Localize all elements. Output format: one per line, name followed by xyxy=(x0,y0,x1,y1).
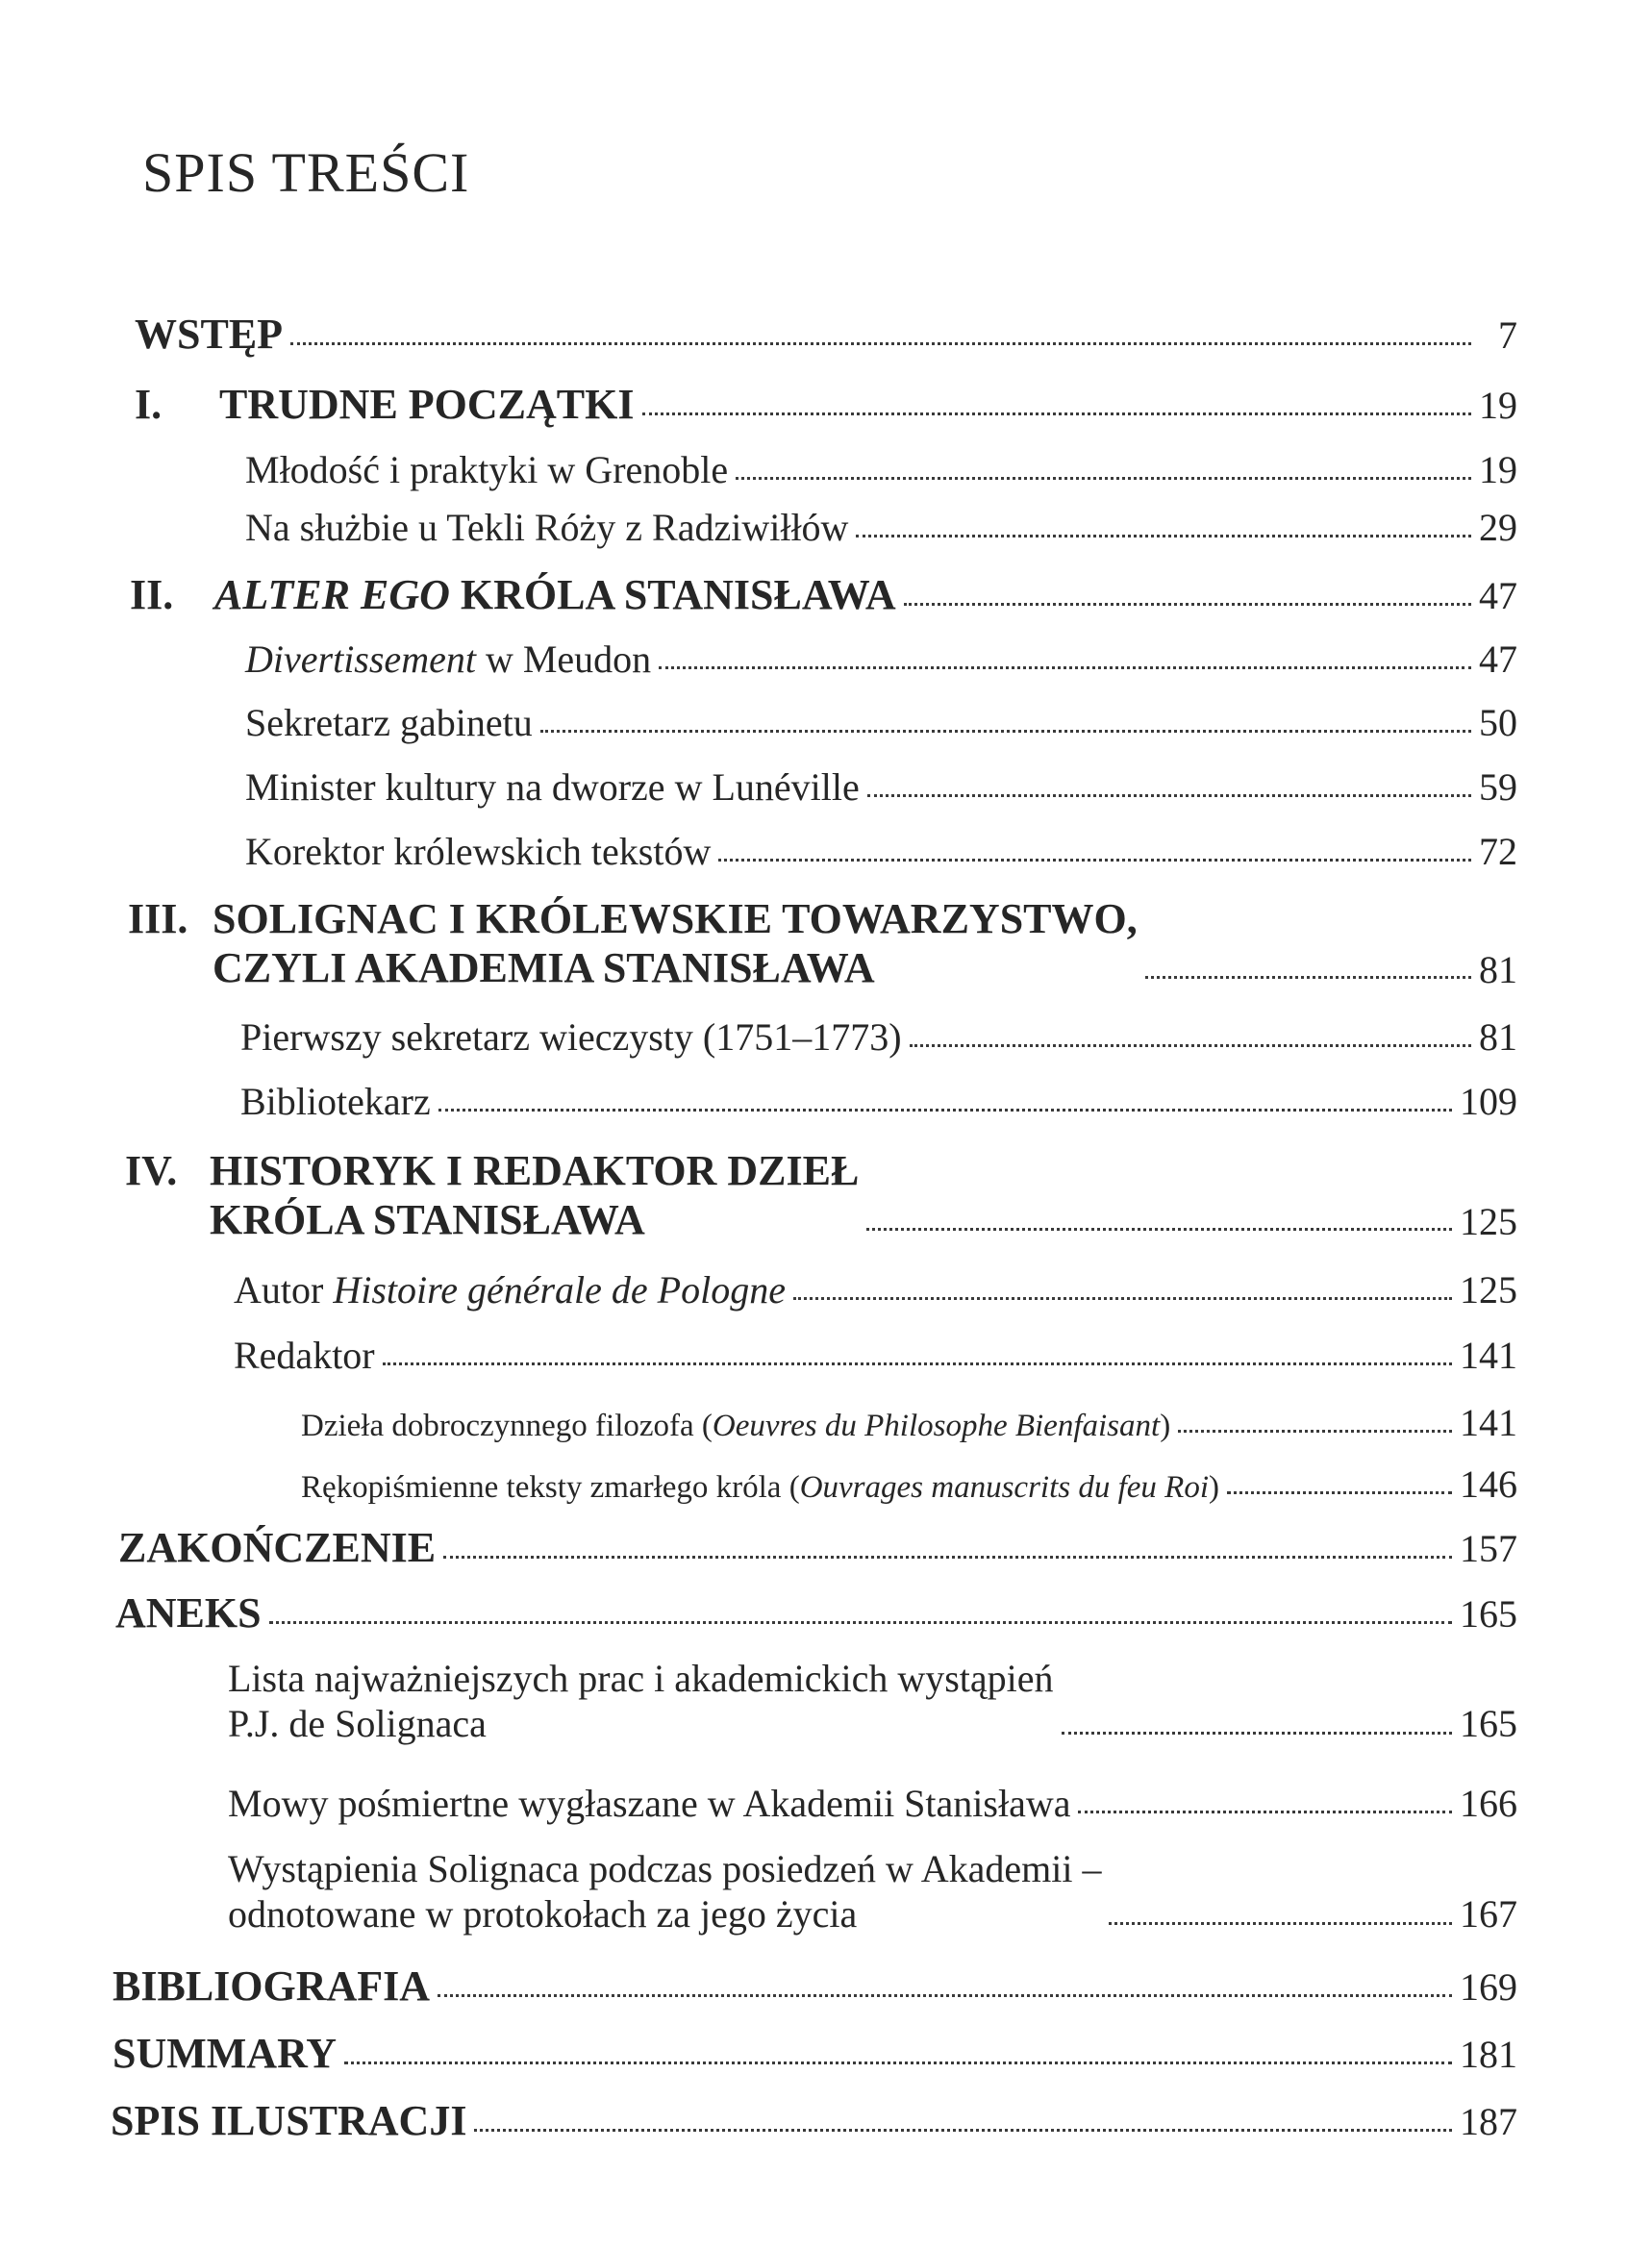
toc-entry-title: Młodość i praktyki w Grenoble xyxy=(245,448,729,491)
toc-page-number: 157 xyxy=(1460,1527,1517,1570)
toc-entry-chapter-1-section-1[interactable] xyxy=(245,447,1517,492)
dot-leader xyxy=(736,477,1471,480)
toc-entry-title-prefix: Autor xyxy=(234,1268,334,1312)
toc-entry-title: Pierwszy sekretarz wieczysty (1751–1773) xyxy=(240,1015,902,1059)
toc-entry-title: ANEKS xyxy=(115,1589,262,1637)
toc-entry-title-line-2: odnotowane w protokołach za jego życia xyxy=(228,1892,858,1936)
toc-entry-title-italic: Histoire générale de Pologne xyxy=(333,1268,786,1312)
toc-page-number: 125 xyxy=(1460,1200,1517,1243)
toc-entry-zakonczenie[interactable] xyxy=(118,1523,1517,1572)
dot-leader xyxy=(540,730,1471,733)
toc-entry-bibliografia[interactable] xyxy=(113,1962,1517,2011)
toc-entry-title xyxy=(213,894,1138,992)
dot-leader xyxy=(438,1109,1452,1112)
toc-entry-title: Minister kultury na dworze w Lunéville xyxy=(245,765,860,809)
dot-leader xyxy=(866,1228,1452,1231)
toc-entry-title xyxy=(234,1267,786,1312)
dot-leader xyxy=(1078,1811,1452,1813)
toc-page-number: 50 xyxy=(1479,701,1517,744)
chapter-number: II. xyxy=(130,571,174,618)
toc-entry-title xyxy=(301,1409,1170,1444)
dot-leader xyxy=(443,1556,1452,1559)
toc-page-number: 109 xyxy=(1460,1080,1517,1123)
toc-page-number: 47 xyxy=(1479,637,1517,681)
toc-page-number: 141 xyxy=(1460,1401,1517,1444)
toc-page-number: 146 xyxy=(1460,1462,1517,1506)
toc-entry-title xyxy=(245,637,651,682)
toc-entry-title: Mowy pośmiertne wygłaszane w Akademii Stanisława xyxy=(228,1782,1071,1825)
toc-entry-title-suffix: ) xyxy=(1208,1470,1219,1505)
dot-leader xyxy=(642,412,1472,415)
toc-entry-title: Na służbie u Tekli Róży z Radziwiłłów xyxy=(245,506,849,549)
toc-entry-chapter-2[interactable] xyxy=(130,570,1517,619)
toc-entry-chapter-3[interactable] xyxy=(128,894,1517,992)
toc-entry-chapter-1[interactable] xyxy=(135,380,1517,429)
toc-entry-spis-ilustracji[interactable] xyxy=(111,2096,1517,2145)
dot-leader xyxy=(290,342,1471,345)
toc-entry-title-line-2: KRÓLA STANISŁAWA xyxy=(210,1196,645,1243)
toc-page-number: 167 xyxy=(1460,1892,1517,1936)
toc-entry-title-italic: Ouvrages manuscrits du feu Roi xyxy=(799,1470,1209,1505)
toc-entry-title-italic: ALTER EGO xyxy=(214,571,450,618)
dot-leader xyxy=(659,666,1471,669)
toc-entry-title: Redaktor xyxy=(234,1334,375,1377)
dot-leader xyxy=(910,1044,1471,1047)
dot-leader xyxy=(1109,1922,1452,1925)
dot-leader xyxy=(383,1362,1452,1365)
toc-entry-title: Bibliotekarz xyxy=(240,1080,431,1123)
toc-entry-chapter-2-section-1[interactable] xyxy=(245,637,1517,682)
toc-entry-chapter-4-section-2[interactable] xyxy=(234,1333,1517,1378)
toc-entry-title: Sekretarz gabinetu xyxy=(245,701,533,744)
toc-page-number: 166 xyxy=(1460,1782,1517,1825)
dot-leader xyxy=(1145,976,1471,979)
toc-entry-aneks-section-1[interactable] xyxy=(228,1656,1517,1746)
toc-entry-title xyxy=(228,1656,1054,1746)
chapter-number: I. xyxy=(135,381,163,428)
chapter-number: IV. xyxy=(125,1147,178,1194)
toc-page-number: 72 xyxy=(1479,830,1517,873)
toc-entry-title-prefix: Rękopiśmienne teksty zmarłego króla ( xyxy=(301,1470,800,1505)
toc-entry-chapter-2-section-3[interactable] xyxy=(245,764,1517,810)
dot-leader xyxy=(1178,1430,1452,1433)
dot-leader xyxy=(793,1297,1452,1300)
toc-entry-title: Korektor królewskich tekstów xyxy=(245,830,712,873)
toc-entry-title: SUMMARY xyxy=(113,2030,338,2077)
toc-entry-title xyxy=(301,1470,1219,1506)
toc-entry-chapter-4-subsection-2[interactable] xyxy=(301,1462,1517,1507)
toc-page-number: 81 xyxy=(1479,948,1517,991)
dot-leader xyxy=(1227,1491,1452,1494)
toc-entry-chapter-2-section-4[interactable] xyxy=(245,829,1517,874)
toc-entry-title-line-1: SOLIGNAC I KRÓLEWSKIE TOWARZYSTWO, xyxy=(213,895,1138,942)
toc-entry-title-rest: KRÓLA STANISŁAWA xyxy=(449,571,896,618)
toc-entry-title: TRUDNE POCZĄTKI xyxy=(219,381,635,428)
toc-page-number: 165 xyxy=(1460,1702,1517,1745)
toc-entry-title-line-1: Wystąpienia Solignaca podczas posiedzeń w Akademii – xyxy=(228,1847,1102,1890)
toc-entry-title-line-2: P.J. de Solignaca xyxy=(228,1702,487,1745)
toc-entry-summary[interactable] xyxy=(113,2029,1517,2078)
toc-entry-chapter-3-section-2[interactable] xyxy=(240,1079,1517,1124)
dot-leader xyxy=(1062,1732,1452,1735)
toc-entry-title xyxy=(214,570,896,619)
toc-page-number: 19 xyxy=(1479,384,1517,427)
toc-entry-aneks-section-2[interactable] xyxy=(228,1781,1517,1826)
toc-page-number: 7 xyxy=(1498,313,1517,357)
toc-entry-title-suffix: ) xyxy=(1160,1409,1171,1443)
dot-leader xyxy=(904,603,1471,606)
toc-entry-chapter-1-section-2[interactable] xyxy=(245,505,1517,550)
toc-entry-title: BIBLIOGRAFIA xyxy=(113,1962,431,2010)
toc-entry-title: WSTĘP xyxy=(135,311,284,358)
dot-leader xyxy=(718,859,1471,862)
chapter-number: III. xyxy=(128,895,188,942)
toc-entry-title xyxy=(228,1846,1101,1937)
toc-entry-title xyxy=(210,1146,859,1244)
dot-leader xyxy=(856,535,1471,537)
toc-entry-title: ZAKOŃCZENIE xyxy=(118,1524,437,1571)
dot-leader xyxy=(438,1994,1452,1997)
toc-page-number: 169 xyxy=(1460,1965,1517,2009)
page-title: SPIS TREŚCI xyxy=(142,141,470,204)
toc-entry-title: SPIS ILUSTRACJI xyxy=(111,2097,467,2144)
toc-entry-wstep[interactable] xyxy=(135,310,1517,359)
toc-entry-title-italic: Divertissement xyxy=(245,637,476,681)
toc-page-number: 19 xyxy=(1479,448,1517,491)
toc-page-number: 47 xyxy=(1479,574,1517,617)
dot-leader xyxy=(867,794,1471,797)
toc-entry-title-rest: w Meudon xyxy=(475,637,652,681)
toc-entry-aneks[interactable] xyxy=(115,1588,1517,1637)
toc-entry-title-italic: Oeuvres du Philosophe Bienfaisant xyxy=(712,1409,1161,1443)
toc-page-number: 81 xyxy=(1479,1015,1517,1059)
toc-entry-chapter-2-section-2[interactable] xyxy=(245,700,1517,745)
toc-entry-title-line-2: CZYLI AKADEMIA STANISŁAWA xyxy=(213,944,875,991)
toc-page-number: 181 xyxy=(1460,2033,1517,2076)
toc-entry-title-line-1: Lista najważniejszych prac i akademickich wystąpień xyxy=(228,1657,1054,1700)
toc-entry-title-line-1: HISTORYK I REDAKTOR DZIEŁ xyxy=(210,1147,860,1194)
toc-page-number: 141 xyxy=(1460,1334,1517,1377)
toc-page-number: 125 xyxy=(1460,1268,1517,1312)
dot-leader xyxy=(269,1621,1452,1624)
toc-entry-title-prefix: Dzieła dobroczynnego filozofa ( xyxy=(301,1409,713,1443)
toc-page-number: 29 xyxy=(1479,506,1517,549)
toc-entry-chapter-4-subsection-1[interactable] xyxy=(301,1400,1517,1445)
toc-page-number: 187 xyxy=(1460,2100,1517,2143)
toc-entry-chapter-4-section-1[interactable] xyxy=(234,1267,1517,1312)
dot-leader xyxy=(474,2129,1452,2132)
toc-entry-chapter-4[interactable] xyxy=(125,1146,1517,1244)
dot-leader xyxy=(344,2062,1452,2064)
toc-entry-aneks-section-3[interactable] xyxy=(228,1846,1517,1937)
toc-page-number: 165 xyxy=(1460,1592,1517,1636)
toc-entry-chapter-3-section-1[interactable] xyxy=(240,1014,1517,1060)
toc-page-number: 59 xyxy=(1479,765,1517,809)
